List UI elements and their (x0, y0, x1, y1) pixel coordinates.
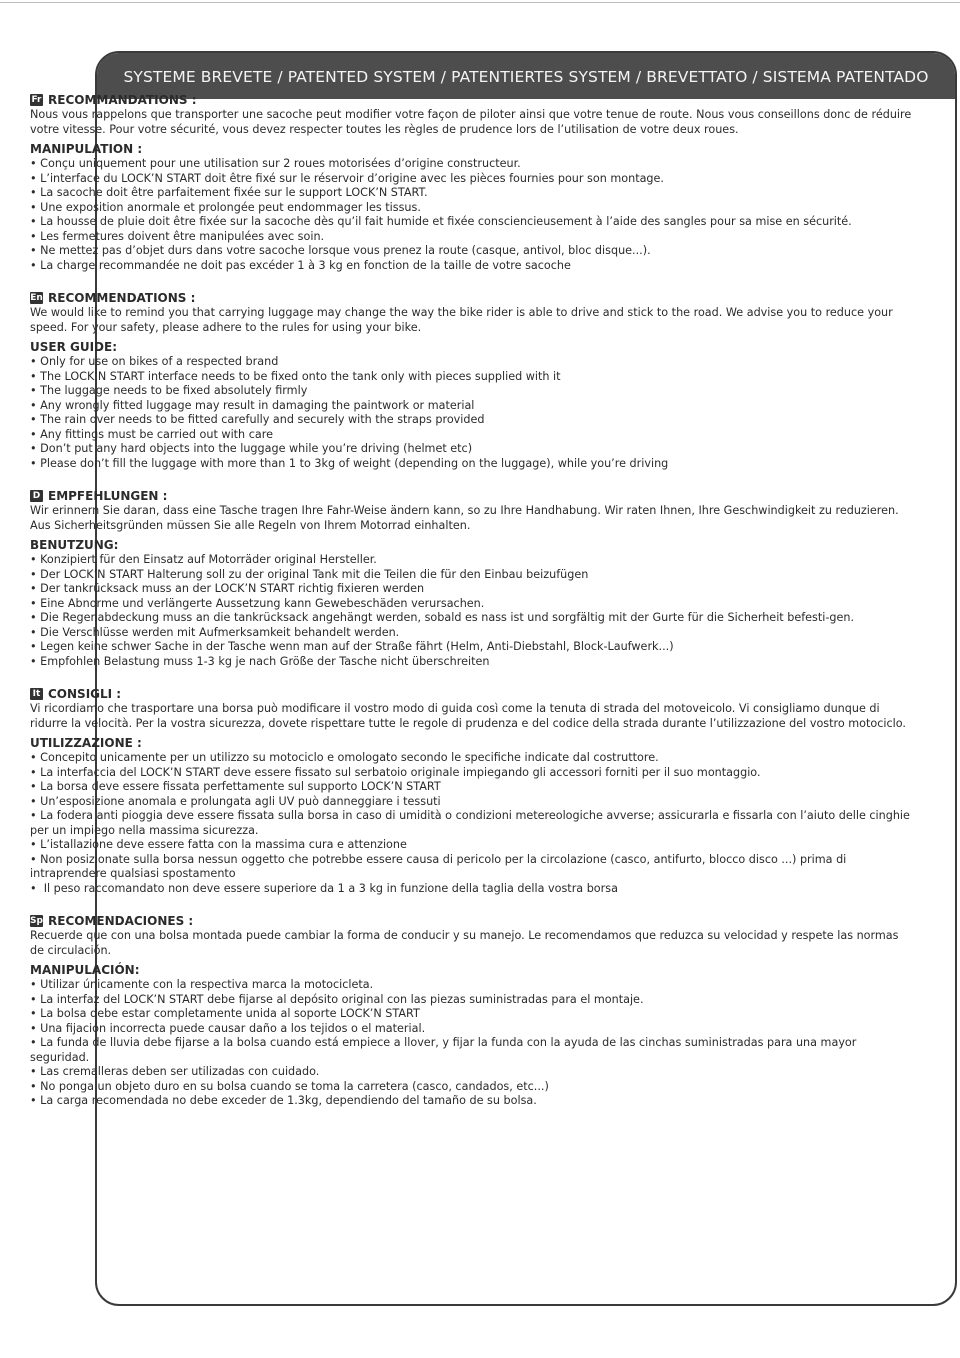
list-item: • Un’esposizione anomala e prolungata agli UV può danneggiare i tessuti (30, 795, 916, 810)
list-item: • Les fermetures doivent être manipulées avec soin. (30, 230, 916, 245)
bullet-list (30, 751, 916, 896)
section-subtitle: BENUTZUNG: (30, 538, 119, 552)
section-heading (30, 291, 916, 305)
list-item: • Any fittings must be carried out with care (30, 428, 916, 443)
section-subtitle: USER GUIDE: (30, 340, 118, 354)
list-item: • La carga recomendada no debe exceder de 1.3kg, dependiendo del tamaño de su bolsa. (30, 1094, 916, 1109)
flag-it-icon: It (30, 688, 43, 700)
list-item: • L’interface du LOCK’N START doit être fixé sur le réservoir d’origine avec les pièces fournies pour son montage. (30, 172, 916, 187)
flag-de-icon: D (30, 490, 43, 502)
section-title: RECOMMENDATIONS : (48, 291, 196, 305)
list-item: • Any wrongly fitted luggage may result in damaging the paintwork or material (30, 399, 916, 414)
list-item: • Don’t put any hard objects into the luggage while you’re driving (helmet etc) (30, 442, 916, 457)
list-item: • Only for use on bikes of a respected brand (30, 355, 916, 370)
list-item: • No ponga un objeto duro en su bolsa cuando se toma la carretera (casco, candados, etc...) (30, 1080, 916, 1095)
section-title: RECOMMANDATIONS : (48, 93, 197, 107)
section-spanish (30, 914, 916, 1109)
bullet-list (30, 355, 916, 471)
bullet-list (30, 157, 916, 273)
list-item: • Please don’t fill the luggage with more than 1 to 3kg of weight (depending on the luggage), while you’re driving (30, 457, 916, 472)
list-item: • Konzipiert für den Einsatz auf Motorräder original Hersteller. (30, 553, 916, 568)
section-heading (30, 687, 916, 701)
section-title: EMPFEHLUNGEN : (48, 489, 168, 503)
list-item: • Legen keine schwer Sache in der Tasche wenn man auf der Straße fährt (Helm, Anti-Diebstahl, Block-Laufwerk...) (30, 640, 916, 655)
top-rule (0, 2, 960, 3)
section-intro: Vi ricordiamo che trasportare una borsa può modificare il vostro modo di guida così come la tenuta di strada del motoveicolo. Vi consigliamo dunque di ridurre la velocità. Per la vostra sicurezza, dovete rispettare tutte le regole di prudenza e del codice della strada durante l’utilizzazione del vostro motociclo. (30, 702, 906, 730)
section-subtitle: MANIPULATION : (30, 142, 143, 156)
section-german (30, 489, 916, 669)
list-item: • Die Regenabdeckung muss an die tankrücksack angehängt werden, sobald es nass ist und sorgfältig mit der Gurte für die Sicherheit befesti-gen. (30, 611, 916, 626)
list-item: • La charge recommandée ne doit pas excéder 1 à 3 kg en fonction de la taille de votre sacoche (30, 259, 916, 274)
list-item: • The rain over needs to be fitted carefully and securely with the straps provided (30, 413, 916, 428)
list-item: • Non posizionate sulla borsa nessun oggetto che potrebbe essere causa di pericolo per la circolazione (casco, antifurto, blocco disco ...) prima di intraprendere qualsiasi spostamento (30, 853, 916, 882)
list-item: • Concepito unicamente per un utilizzo su motociclo e omologato secondo le specifiche indicate dal costruttore. (30, 751, 916, 766)
flag-en-icon: En (30, 293, 43, 303)
section-french (30, 93, 916, 273)
list-item: • Une exposition anormale et prolongée peut endommager les tissus. (30, 201, 916, 216)
list-item: • The LOCK’N START interface needs to be fixed onto the tank only with pieces supplied with it (30, 370, 916, 385)
list-item: • Utilizar únicamente con la respectiva marca la motocicleta. (30, 978, 916, 993)
section-subtitle: UTILIZZAZIONE : (30, 736, 142, 750)
section-heading (30, 93, 916, 107)
section-intro: We would like to remind you that carrying luggage may change the way the bike rider is able to drive and stick to the road. We advise you to reduce your speed. For your safety, please adhere to the rules for using your bike. (30, 306, 893, 334)
list-item: • La bolsa debe estar completamente unida al soporte LOCK’N START (30, 1007, 916, 1022)
section-heading (30, 914, 916, 928)
list-item: • La funda de lluvia debe fijarse a la bolsa cuando está empiece a llover, y fijar la funda con la ayuda de las cinchas suministradas para una mayor seguridad. (30, 1036, 916, 1065)
section-italian (30, 687, 916, 896)
list-item: • La fodera anti pioggia deve essere fissata sulla borsa in caso di umidità o condizioni metereologiche avverse; assicurarla e fissarla con l’aiuto delle cinghie per un impiego nella massima sicurezza. (30, 809, 916, 838)
list-item: • Ne mettez pas d’objet durs dans votre sacoche lorsque vous prenez la route (casque, antivol, bloc disque...). (30, 244, 916, 259)
list-item: • Conçu uniquement pour une utilisation sur 2 roues motorisées d’origine constructeur. (30, 157, 916, 172)
section-title: RECOMENDACIONES : (48, 914, 194, 928)
list-item: • Las cremalleras deben ser utilizadas con cuidado. (30, 1065, 916, 1080)
list-item: • L’istallazione deve essere fatta con la massima cura e attenzione (30, 838, 916, 853)
list-item: • La borsa deve essere fissata perfettamente sul supporto LOCK’N START (30, 780, 916, 795)
list-item: • The luggage needs to be fixed absolutely firmly (30, 384, 916, 399)
list-item: • Der tankrücksack muss an der LOCK’N START richtig fixieren werden (30, 582, 916, 597)
section-intro: Wir erinnern Sie daran, dass eine Tasche tragen Ihre Fahr-Weise ändern kann, so zu Ihre Handhabung. Wir raten Ihnen, Ihre Geschwindigkeit zu reduzieren. Aus Sicherheitsgründen müssen Sie alle Regeln von Ihrem Motorrad einhalten. (30, 504, 899, 532)
list-item: • Die Verschlüsse werden mit Aufmerksamkeit behandelt werden. (30, 626, 916, 641)
list-item: • Il peso raccomandato non deve essere superiore da 1 a 3 kg in funzione della taglia della vostra borsa (30, 882, 916, 897)
section-heading (30, 489, 916, 503)
flag-es-icon: Sp (30, 916, 43, 926)
list-item: • La housse de pluie doit être fixée sur la sacoche dès qu’il fait humide et fixée consciencieusement à l’aide des sangles pour sa mise en sécurité. (30, 215, 916, 230)
content (30, 93, 916, 1127)
header-title: SYSTEME BREVETE / PATENTED SYSTEM / PATENTIERTES SYSTEM / BREVETTATO / SISTEMA PATENTADO (123, 68, 929, 86)
list-item: • La interfaccia del LOCK’N START deve essere fissato sul serbatoio originale impiegando gli accessori forniti per il suo montaggio. (30, 766, 916, 781)
list-item: • La sacoche doit être parfaitement fixée sur le support LOCK’N START. (30, 186, 916, 201)
list-item: • Empfohlen Belastung muss 1-3 kg je nach Größe der Tasche nicht überschreiten (30, 655, 916, 670)
section-intro: Nous vous rappelons que transporter une sacoche peut modifier votre façon de piloter ainsi que votre tenue de route. Nous vous conseillons donc de réduire votre vitesse. Pour votre sécurité, vous devez respecter toutes les règles de prudence lors de l’utilisation de votre deux roues. (30, 108, 912, 136)
section-intro: Recuerde que con una bolsa montada puede cambiar la forma de conducir y su manejo. Le recomendamos que reduzca su velocidad y respete las normas de circulación. (30, 929, 899, 957)
bullet-list (30, 978, 916, 1109)
list-item: • La interfaz del LOCK’N START debe fijarse al depósito original con las piezas suministradas para el montaje. (30, 993, 916, 1008)
flag-fr-icon: Fr (31, 95, 42, 105)
list-item: • Eine Abnorme und verlängerte Aussetzung kann Gewebeschäden verursachen. (30, 597, 916, 612)
section-subtitle: MANIPULACIÓN: (30, 963, 140, 977)
list-item: • Una fijación incorrecta puede causar daño a los tejidos o el material. (30, 1022, 916, 1037)
section-title: CONSIGLI : (48, 687, 122, 701)
bullet-list (30, 553, 916, 669)
section-english (30, 291, 916, 471)
list-item: • Der LOCK’N START Halterung soll zu der original Tank mit die Teilen die für den Einbau beizufügen (30, 568, 916, 583)
